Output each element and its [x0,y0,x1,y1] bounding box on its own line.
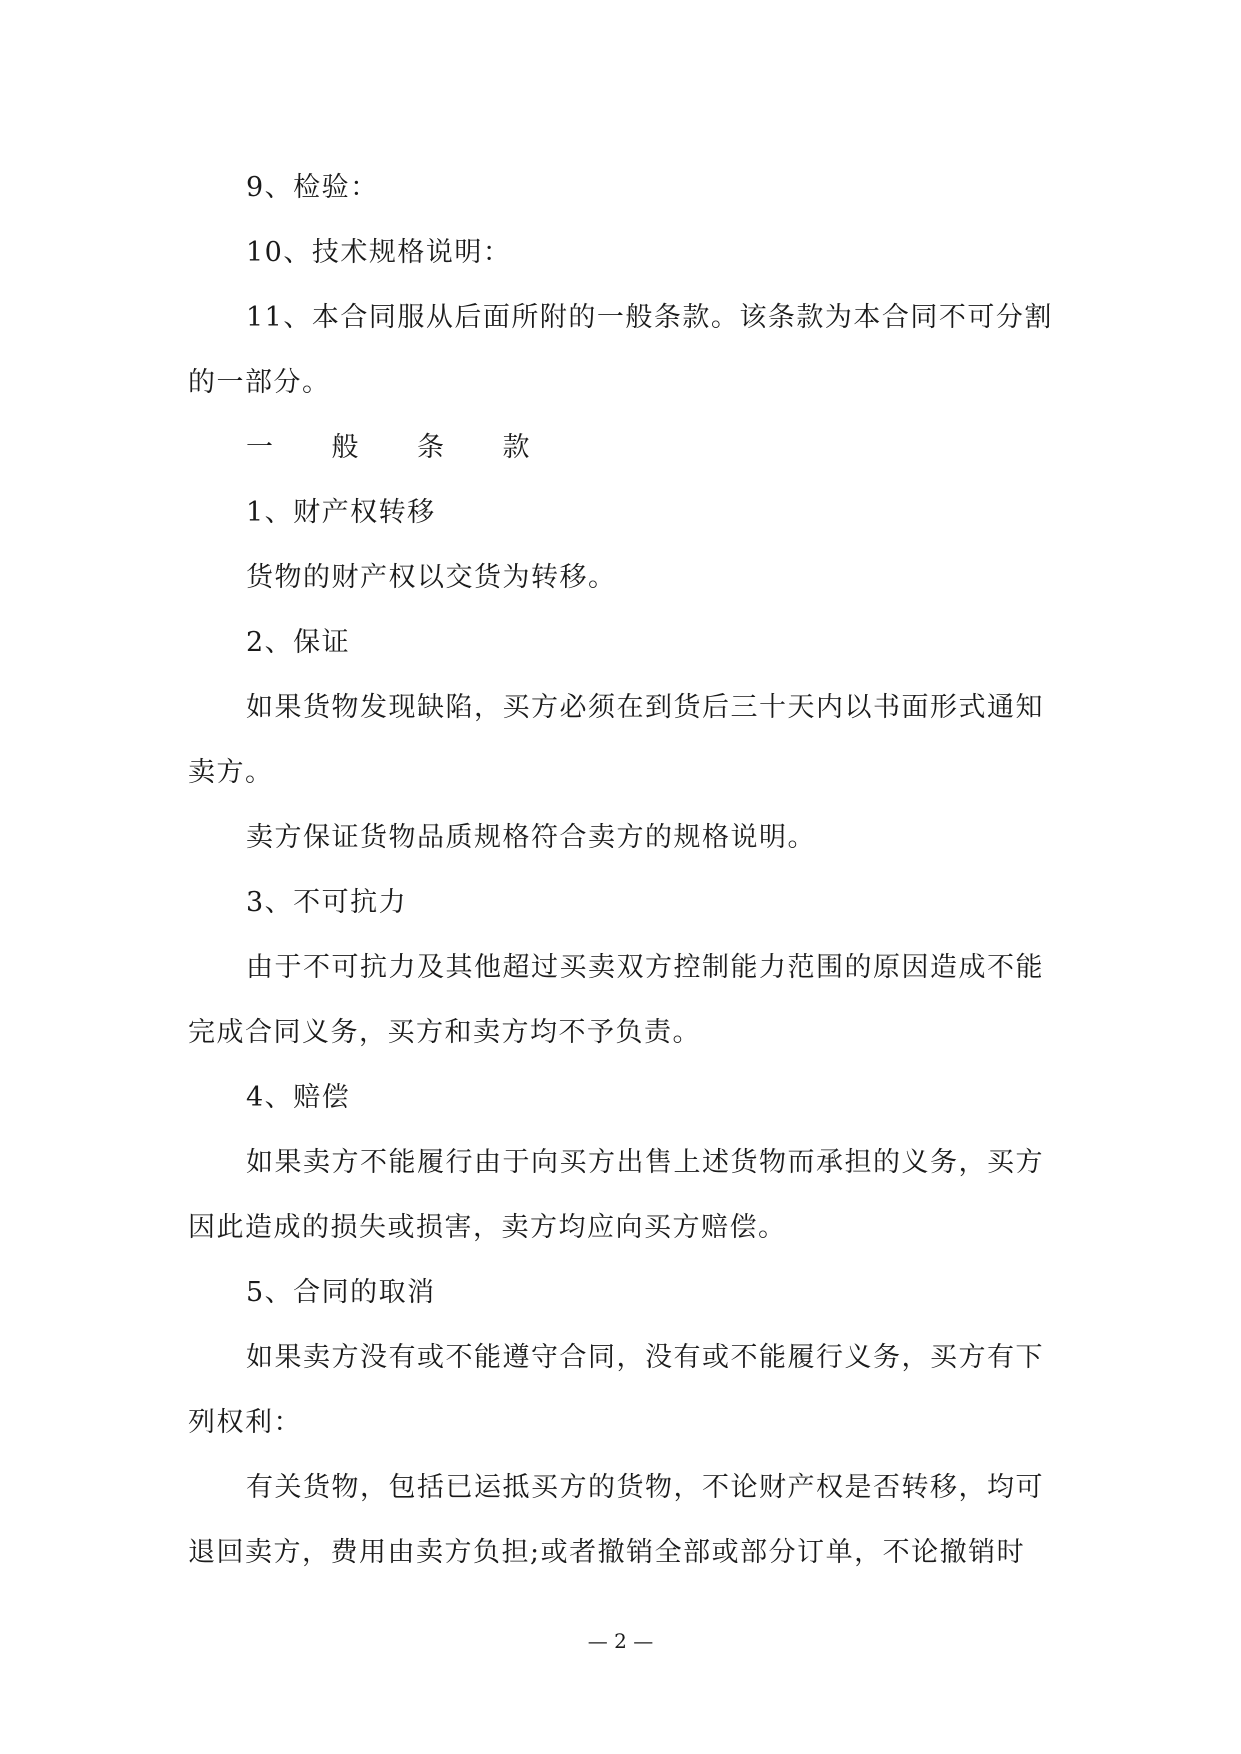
term-1-title: 1、财产权转移 [246,497,436,528]
term-4-body: 如果卖方不能履行由于向买方出售上述货物而承担的义务，买方因此造成的损失或损害，卖方均应向买方赔偿。 [188,1147,1044,1243]
term-2-title: 2、保证 [246,627,351,658]
term-2-body-a: 如果货物发现缺陷，买方必须在到货后三十天内以书面形式通知卖方。 [188,692,1044,788]
term-3-body: 由于不可抗力及其他超过买卖双方控制能力范围的原因造成不能完成合同义务，买方和卖方均不予负责。 [188,952,1044,1048]
term-5-title: 5、合同的取消 [246,1277,436,1308]
clause-9-inspection: 9、检验： [246,172,379,203]
clause-10-technical-specs: 10、技术规格说明： [246,237,512,268]
document-body [188,155,1054,1585]
page-number: — 2 — [587,1629,654,1653]
term-5-body-a: 如果卖方没有或不能遵守合同，没有或不能履行义务，买方有下列权利： [188,1342,1044,1438]
term-4-title: 4、赔偿 [246,1082,351,1113]
term-5-body-b: 有关货物，包括已运抵买方的货物，不论财产权是否转移，均可退回卖方，费用由卖方负担;或者撤销全部或部分订单，不论撤销时 [188,1472,1044,1568]
term-1-body: 货物的财产权以交货为转移。 [246,562,617,593]
general-terms-heading: 一 般 条 款 [246,432,531,463]
term-3-title: 3、不可抗力 [246,887,408,918]
term-2-body-b: 卖方保证货物品质规格符合卖方的规格说明。 [246,822,816,853]
clause-11-general-terms: 11、本合同服从后面所附的一般条款。该条款为本合同不可分割的一部分。 [188,302,1053,398]
